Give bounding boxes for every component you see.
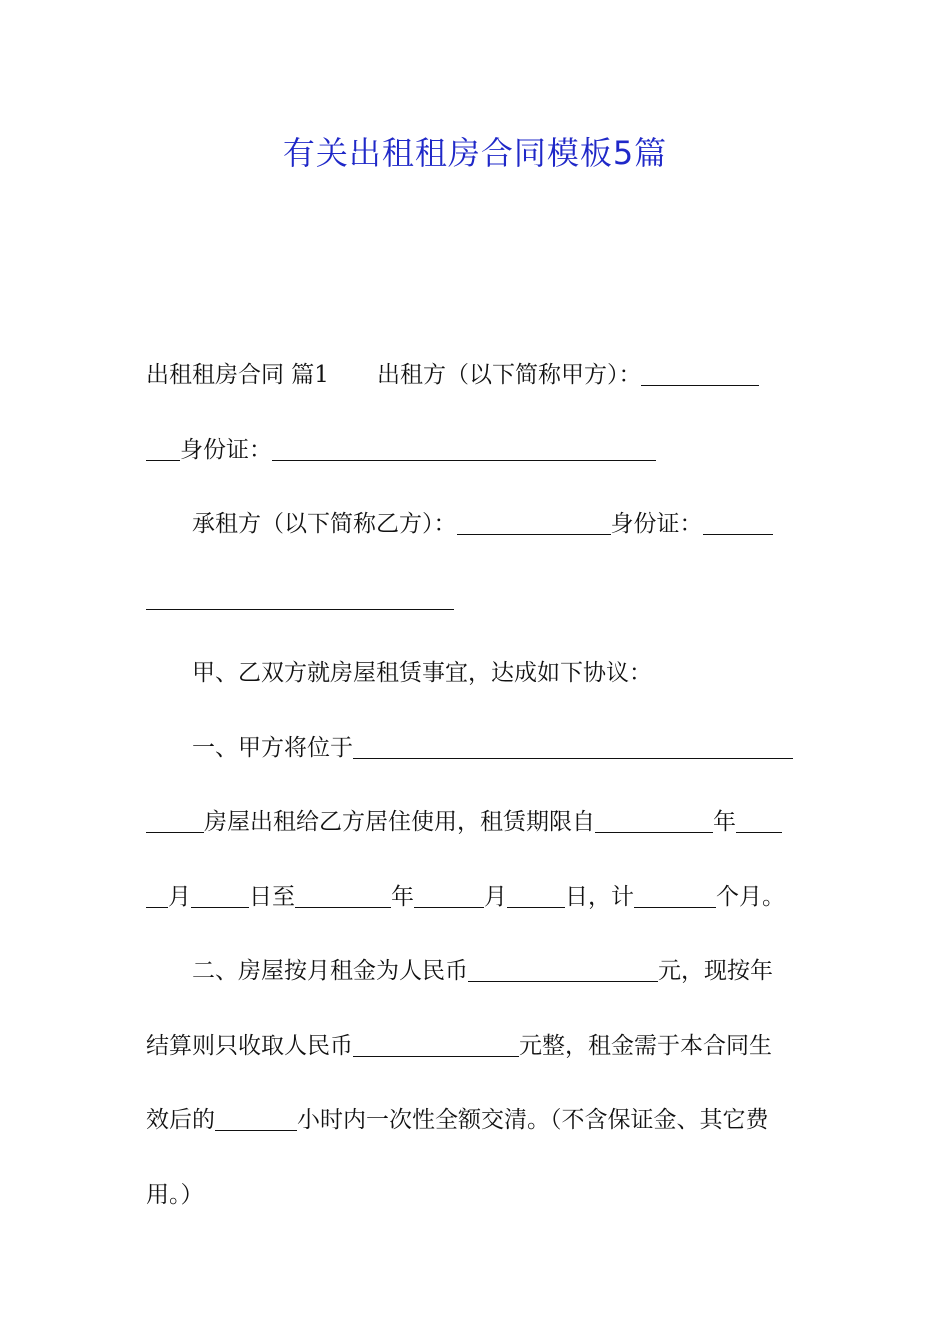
annual-rent-blank — [353, 1032, 519, 1057]
lessor-label: 出租方（以下简称甲方）： — [376, 362, 642, 388]
contract-body — [146, 338, 806, 1232]
start-month-blank-continued — [146, 883, 168, 908]
document-title: 有关出租租房合同模板5篇 — [282, 134, 668, 172]
end-month-blank — [414, 883, 484, 908]
paragraph-line — [146, 785, 806, 860]
paragraph-line — [146, 487, 806, 562]
paragraph-line — [146, 636, 806, 711]
months-label: 个月。 — [716, 883, 785, 910]
lessor-name-blank-continued — [146, 436, 180, 461]
lessee-name-blank — [457, 510, 611, 535]
lessee-id-blank-continued — [146, 585, 454, 610]
monthly-rent-blank — [468, 957, 658, 982]
lessee-id-label: 身份证： — [610, 511, 703, 537]
end-day-blank — [507, 883, 565, 908]
agreement-intro: 甲、乙双方就房屋租赁事宜，达成如下协议： — [192, 660, 652, 686]
clause-two-text: 元，现按年 — [658, 958, 773, 984]
paragraph-line — [146, 1009, 806, 1084]
clause-one-text: 房屋出租给乙方居住使用，租赁期限自 — [204, 809, 595, 835]
clause-two-start: 二、房屋按月租金为人民币 — [192, 958, 468, 984]
start-month-blank — [736, 808, 782, 833]
end-year-blank — [295, 883, 391, 908]
property-location-blank — [353, 734, 793, 759]
start-year-blank — [595, 808, 713, 833]
clause-two-continued: 结算则只收取人民币 — [146, 1032, 353, 1059]
paragraph-line — [146, 934, 806, 1009]
total-months-blank — [634, 883, 716, 908]
paragraph-line — [146, 1158, 806, 1233]
lessee-label: 承租方（以下简称乙方）： — [192, 511, 457, 537]
month-label: 月 — [168, 883, 191, 910]
day-total-label: 日，计 — [565, 883, 634, 910]
payment-hours-blank — [215, 1106, 297, 1131]
paragraph-line — [146, 860, 806, 935]
paragraph-line — [146, 338, 806, 413]
paragraph-line — [146, 711, 806, 786]
paragraph-line — [146, 562, 806, 637]
paragraph-line — [146, 413, 806, 488]
lessor-id-blank — [272, 436, 656, 461]
lessor-name-blank — [641, 361, 759, 386]
contract-heading: 出租租房合同 篇1 — [146, 362, 329, 388]
lessee-id-blank — [703, 510, 773, 535]
clause-two-continued-2: 元整，租金需于本合同生 — [519, 1032, 772, 1059]
clause-two-continued-4: 小时内一次性全额交清。（不含保证金、其它费 — [297, 1107, 769, 1133]
start-day-blank — [191, 883, 249, 908]
lessor-id-label: 身份证： — [180, 436, 272, 463]
year-label: 年 — [391, 883, 414, 910]
year-label: 年 — [713, 809, 736, 835]
day-to-label: 日至 — [249, 883, 295, 910]
clause-two-continued-3: 效后的 — [146, 1107, 215, 1133]
clause-two-end: 用。） — [146, 1181, 204, 1208]
paragraph-line — [146, 1083, 806, 1158]
property-location-blank-continued — [146, 808, 204, 833]
clause-one-start: 一、甲方将位于 — [192, 734, 353, 761]
month-label: 月 — [484, 883, 507, 910]
